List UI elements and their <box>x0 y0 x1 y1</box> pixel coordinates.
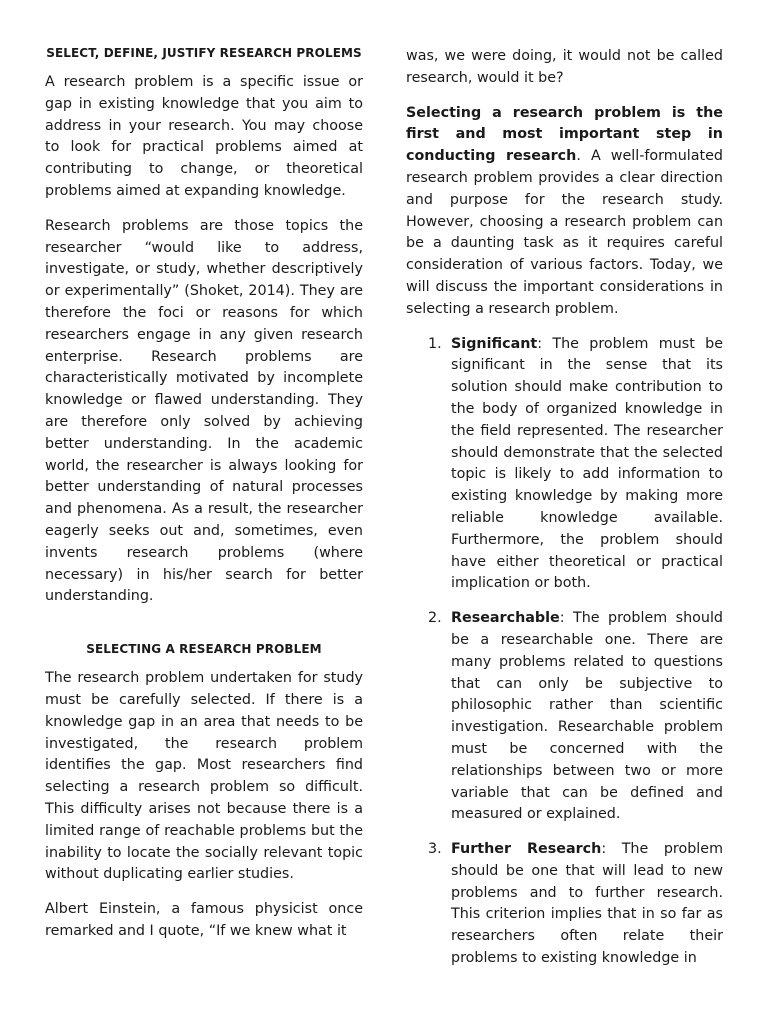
page-title: SELECT, DEFINE, JUSTIFY RESEARCH PROLEMS <box>46 46 362 60</box>
list-item <box>406 334 723 596</box>
intro-rest-text: . A well-formulated research problem provides a clear direction and purpose for the research study. However, choosing a research problem can be a daunting task as it requires careful consideration of various factors. Today, we will discuss the important considerations in selecting a research problem. <box>406 148 723 317</box>
list-number: 1. <box>428 335 442 352</box>
list-number: 2. <box>428 610 442 627</box>
selection-paragraph: The research problem undertaken for study must be carefully selected. If there is a knowledge gap in an area that needs to be investigated, the research problem identifies the gap. Most researchers find selecting a research problem so difficult. This difficulty arises not because there is a limited range of reachable problems but the inability to locate the socially relevant topic without duplicating earlier studies. <box>45 670 363 883</box>
list-term: Researchable <box>451 610 560 627</box>
list-term: Further Research <box>451 841 602 858</box>
intro-bold-text: Selecting a research problem is the first and most important step in conducting research <box>406 104 723 165</box>
list-item <box>406 839 723 970</box>
research-problems-paragraph: Research problems are those topics the researcher “would like to address, investigate, or study, whether descriptively or experimentally” (Shoket, 2014). They are therefore the foci or reasons for which researchers engage in any given research enterprise. Research problems are characteristically motivated by incomplete knowledge or flawed understanding. They are therefore only solved by achieving better understanding. In the academic world, the researcher is always looking for better understanding of natural processes and phenomena. As a result, the researcher eagerly seeks out and, sometimes, even invents research problems (where necessary) in his/her search for better understanding. <box>45 217 363 605</box>
selecting-intro-paragraph <box>406 103 723 321</box>
list-text: : The problem should be a researchable one. There are many problems related to questions that can only be subjective to philosophic rather than scientific investigation. Researchable problem must be concerned with the relationships between two or more variable that can be defined and measured or explained. <box>451 610 723 823</box>
einstein-paragraph: Albert Einstein, a famous physicist once remarked and I quote, “If we knew what it <box>45 901 363 939</box>
list-item <box>406 608 723 826</box>
list-text: : The problem must be significant in the sense that its solution should make contribution to the body of organized knowledge in the field represented. The researcher should demonstrate that the selected topic is likely to add information to existing knowledge by making more reliable knowledge available. Furthermore, the problem should have either theoretical or practical implication or both. <box>451 335 723 592</box>
right-column <box>406 46 723 983</box>
continuation-paragraph: was, we were doing, it would not be called research, would it be? <box>406 48 723 86</box>
intro-paragraph: A research problem is a specific issue or gap in existing knowledge that you aim to address in your research. You may choose to look for practical problems aimed at contributing to change, or theoretical problems aimed at expanding knowledge. <box>45 74 363 199</box>
left-column <box>45 46 363 956</box>
list-text: : The problem should be one that will lead to new problems and to further research. This criterion implies that in so far as researchers often relate their problems to existing knowledge in <box>451 841 723 967</box>
list-number: 3. <box>428 841 442 858</box>
list-term: Significant <box>451 335 538 352</box>
considerations-list <box>406 334 723 970</box>
section-heading: SELECTING A RESEARCH PROBLEM <box>86 642 322 657</box>
